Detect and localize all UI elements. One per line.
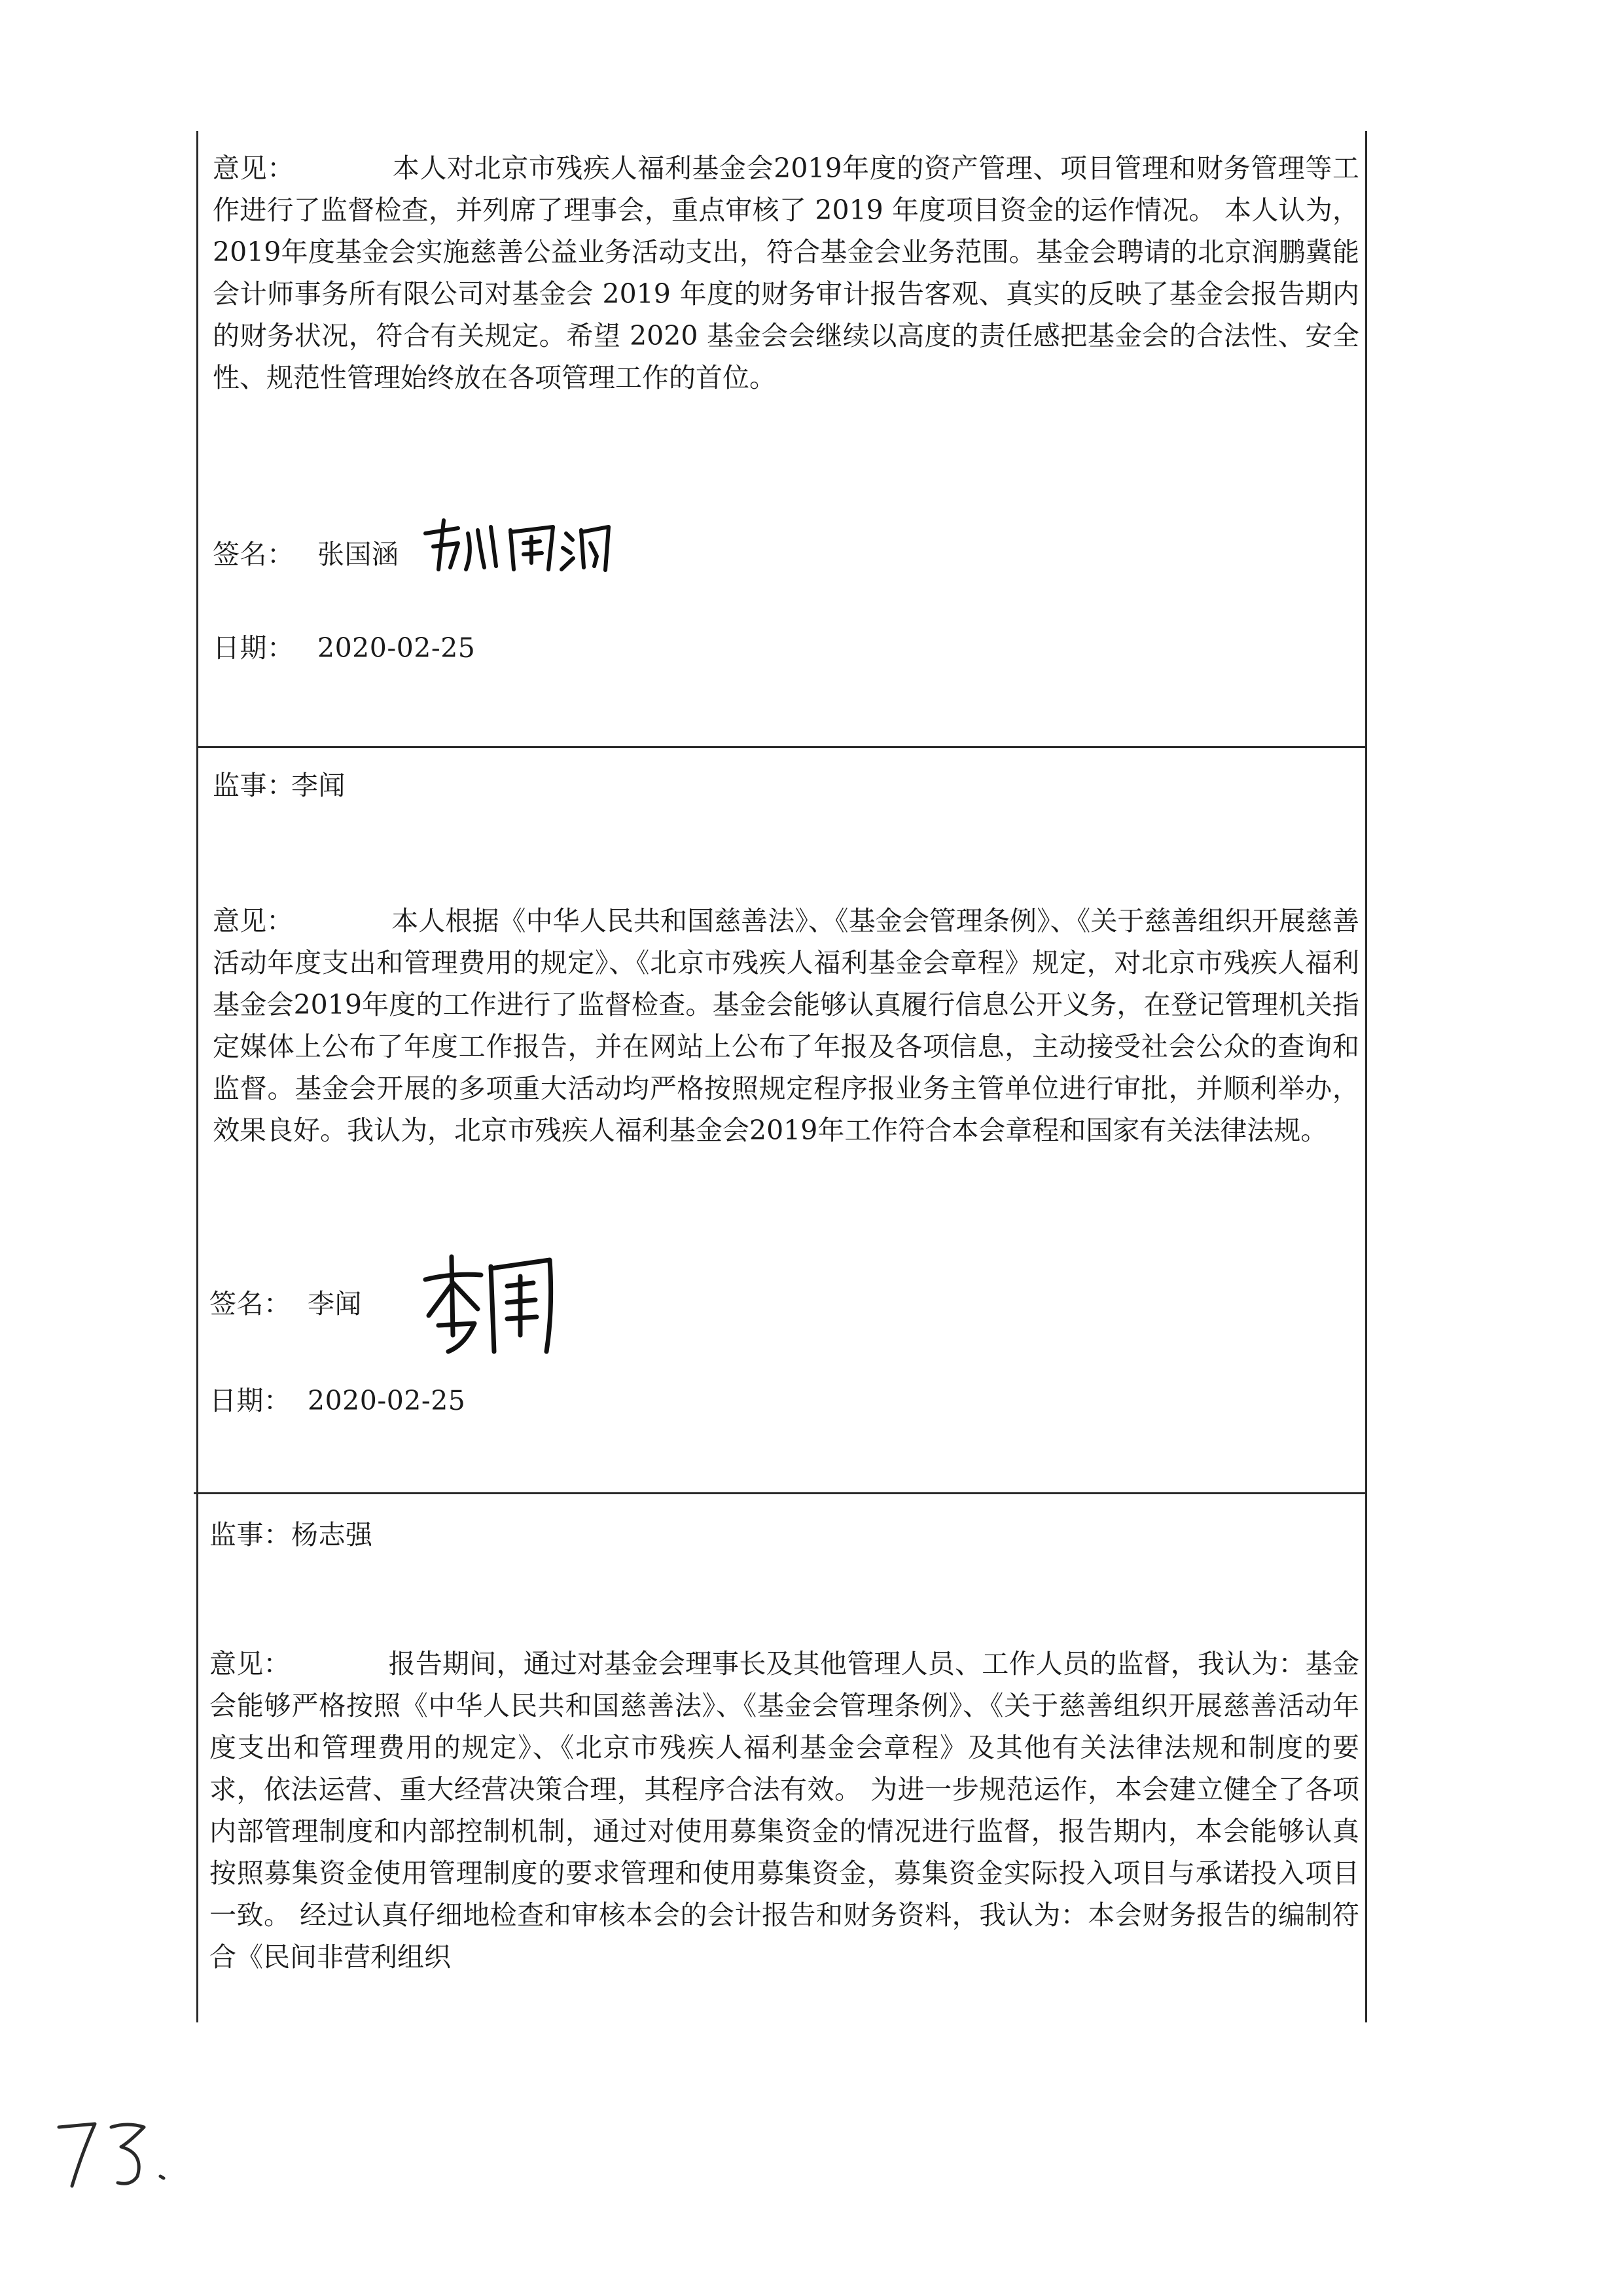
section3-opinion-label: 意见： xyxy=(209,1648,291,1679)
section1-date-label: 日期： xyxy=(213,632,294,664)
section2-opinion xyxy=(213,900,1359,1151)
section2-supervisor-label: 监事： xyxy=(213,770,294,801)
section3-supervisor-name: 杨志强 xyxy=(291,1519,373,1551)
section1-date-value: 2020-02-25 xyxy=(317,632,476,664)
section1-opinion-text: 本人对北京市残疾人福利基金会2019年度的资产管理、项目管理和财务管理等工作进行了监督检查，并列席了理事会，重点审核了 2019 年度项目资金的运作情况。 本人认为，2019年度基金会实施慈善公益业务活动支出，符合基金会业务范围。基金会聘请的北京润鹏冀能会计师事务所有限公司对基金会 2019 年度的财务审计报告客观、真实的反映了基金会报告期内的财务状况，符合有关规定。希望 2020 基金会会继续以高度的责任感把基金会的合法性、安全性、规范性管理始终放在各项管理工作的首位。 xyxy=(213,152,1360,393)
section1-sign-name: 张国涵 xyxy=(317,539,399,570)
handwritten-signature-zhang-guohan xyxy=(419,507,615,579)
section3-supervisor-label: 监事： xyxy=(209,1519,291,1551)
table-left-border xyxy=(196,131,198,2022)
section2-sign-name: 李闻 xyxy=(308,1288,362,1319)
section3-opinion xyxy=(209,1643,1359,1978)
handwritten-signature-li-wen xyxy=(419,1244,563,1361)
section2-opinion-text: 本人根据《中华人民共和国慈善法》、《基金会管理条例》、《关于慈善组织开展慈善活动年度支出和管理费用的规定》、《北京市残疾人福利基金会章程》规定，对北京市残疾人福利基金会2019年度的工作进行了监督检查。基金会能够认真履行信息公开义务，在登记管理机关指定媒体上公布了年度工作报告，并在网站上公布了年报及各项信息，主动接受社会公众的查询和监督。基金会开展的多项重大活动均严格按照规定程序报业务主管单位进行审批，并顺利举办，效果良好。我认为，北京市残疾人福利基金会2019年工作符合本会章程和国家有关法律法规。 xyxy=(213,905,1360,1146)
section1-sign-label: 签名： xyxy=(213,539,294,570)
section3-opinion-text: 报告期间，通过对基金会理事长及其他管理人员、工作人员的监督，我认为：基金会能够严格按照《中华人民共和国慈善法》、《基金会管理条例》、《关于慈善组织开展慈善活动年度支出和管理费用的规定》、《北京市残疾人福利基金会章程》及其他有关法律法规和制度的要求，依法运营、重大经营决策合理，其程序合法有效。 为进一步规范运作，本会建立健全了各项内部管理制度和内部控制机制，通过对使用募集资金的情况进行监督，报告期内，本会能够认真按照募集资金使用管理制度的要求管理和使用募集资金，募集资金实际投入项目与承诺投入项目一致。 经过认真仔细地检查和审核本会的会计报告和财务资料，我认为：本会财务报告的编制符合《民间非营利组织 xyxy=(209,1648,1360,1973)
section2-sign-label: 签名： xyxy=(209,1288,291,1319)
section2-date-label: 日期： xyxy=(209,1385,291,1416)
section2-supervisor-name: 李闻 xyxy=(291,770,346,801)
table-right-border xyxy=(1365,131,1367,2022)
row-divider-2 xyxy=(194,1492,1367,1494)
section1-opinion xyxy=(213,147,1359,399)
row-divider-1 xyxy=(196,746,1367,748)
section2-date-value: 2020-02-25 xyxy=(308,1385,466,1416)
section2-opinion-label: 意见： xyxy=(213,905,294,937)
handwritten-page-number xyxy=(46,2108,190,2193)
section1-opinion-label: 意见： xyxy=(213,152,294,184)
